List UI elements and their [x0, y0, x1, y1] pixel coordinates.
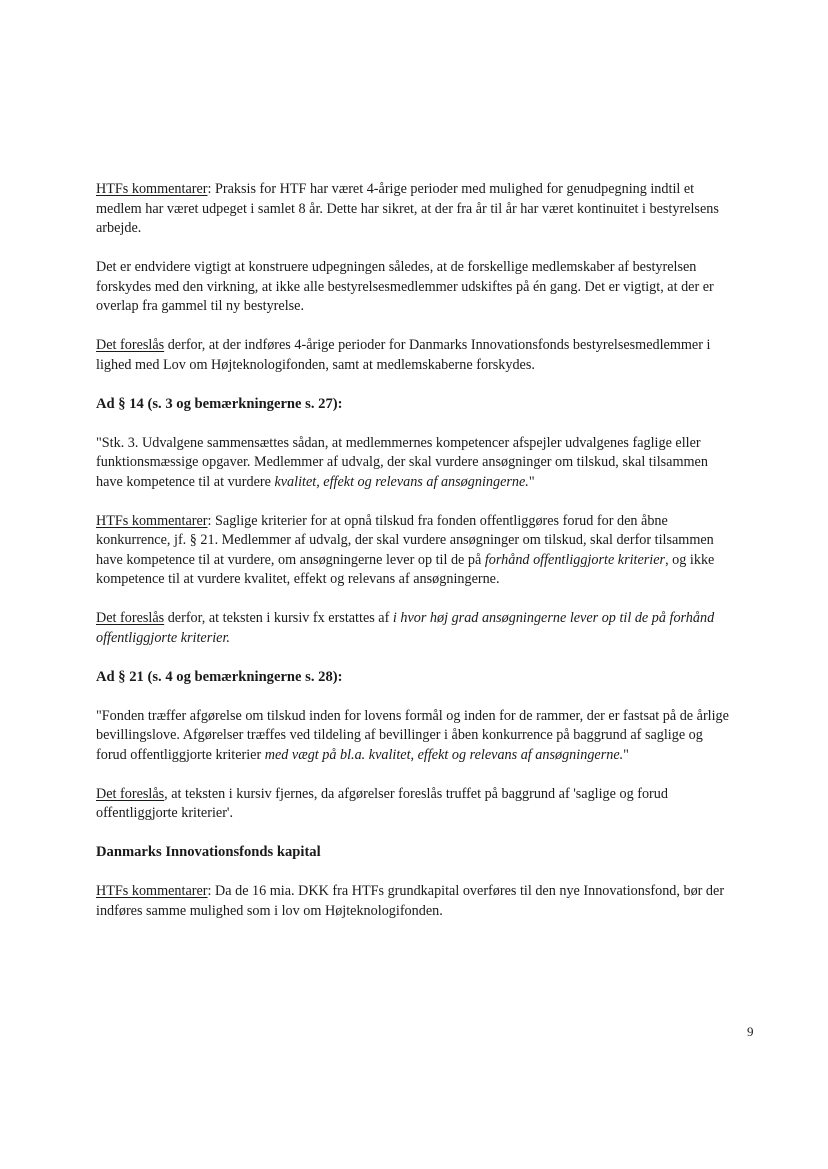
- label-proposal: Det foreslås: [96, 610, 165, 626]
- heading-section-14: Ad § 14 (s. 3 og bemærkningerne s. 27):: [96, 395, 343, 412]
- label-proposal: Det foreslås: [96, 785, 165, 802]
- label-htf-comment: HTFs kommentarer: [96, 883, 208, 899]
- page-number: 9: [747, 1024, 754, 1039]
- quote-section-21: "Fonden træffer afgørelse om tilskud inden for lovens formål og inden for de rammer, der er fastsat på de årlige bevillingslove. Afgørelser træffes ved tildeling af bevillinger i åben konkurrence på baggrund af saglige og forud offentliggjorte kriterier med vægt på bl.a. kvalitet, effekt og relevans af ansøgningerne.": [96, 707, 729, 763]
- heading-capital: Danmarks Innovationsfonds kapital: [96, 844, 321, 860]
- document-body: [96, 180, 736, 921]
- paragraph-proposal-3: Det foreslås, at teksten i kursiv fjernes, da afgørelser foreslås truffet på baggrund af 'saglige og forud offentliggjorte kriterier'.: [96, 785, 668, 821]
- label-htf-comment: HTFs kommentarer: [96, 181, 208, 197]
- label-htf-comment: HTFs kommentarer: [96, 512, 208, 529]
- label-proposal: Det foreslås: [96, 337, 165, 353]
- quote-stk-3: "Stk. 3. Udvalgene sammensættes sådan, at medlemmernes kompetencer afspejler udvalgenes faglige eller funktionsmæssige opgaver. Medlemmer af udvalg, der skal vurdere ansøgninger om tilskud, skal tilsammen have kompetence til at vurdere kvalitet, effekt og relevans af ansøgningerne.": [96, 434, 708, 490]
- paragraph-proposal-2: Det foreslås derfor, at teksten i kursiv fx erstattes af i hvor høj grad ansøgningerne lever op til de på forhånd offentliggjorte kriterier.: [96, 610, 715, 646]
- heading-section-21: Ad § 21 (s. 4 og bemærkningerne s. 28):: [96, 668, 343, 685]
- paragraph-proposal-1: Det foreslås derfor, at der indføres 4-årige perioder for Danmarks Innovationsfonds bestyrelsesmedlemmer i lighed med Lov om Højteknologifonden, samt at medlemskaberne forskydes.: [96, 337, 711, 373]
- paragraph-htf-comment-1: HTFs kommentarer: Praksis for HTF har været 4-årige perioder med mulighed for genudpegning indtil et medlem har været udpeget i samlet 8 år. Dette har sikret, at der fra år til år har været kontinuitet i bestyrelsens arbejde.: [96, 181, 719, 236]
- paragraph-htf-comment-3: HTFs kommentarer: Da de 16 mia. DKK fra HTFs grundkapital overføres til den nye Innovationsfond, bør der indføres samme mulighed som i lov om Højteknologifonden.: [96, 883, 725, 919]
- paragraph-overlap: Det er endvidere vigtigt at konstruere udpegningen således, at de forskellige medlemskaber af bestyrelsen forskydes med den virkning, at ikke alle bestyrelsesmedlemmer udskiftes på én gang. Det er vigtigt, at der er overlap fra gammel til ny bestyrelse.: [96, 259, 714, 314]
- paragraph-htf-comment-2: HTFs kommentarer: Saglige kriterier for at opnå tilskud fra fonden offentliggøres forud for den åbne konkurrence, jf. § 21. Medlemmer af udvalg, der skal vurdere ansøgninger om tilskud, skal derfor tilsammen have kompetence til at vurdere, om ansøgningerne lever op til de på forhånd offentliggjorte kriterier, og ikke kompetence til at vurdere kvalitet, effekt og relevans af ansøgningerne.: [96, 512, 715, 587]
